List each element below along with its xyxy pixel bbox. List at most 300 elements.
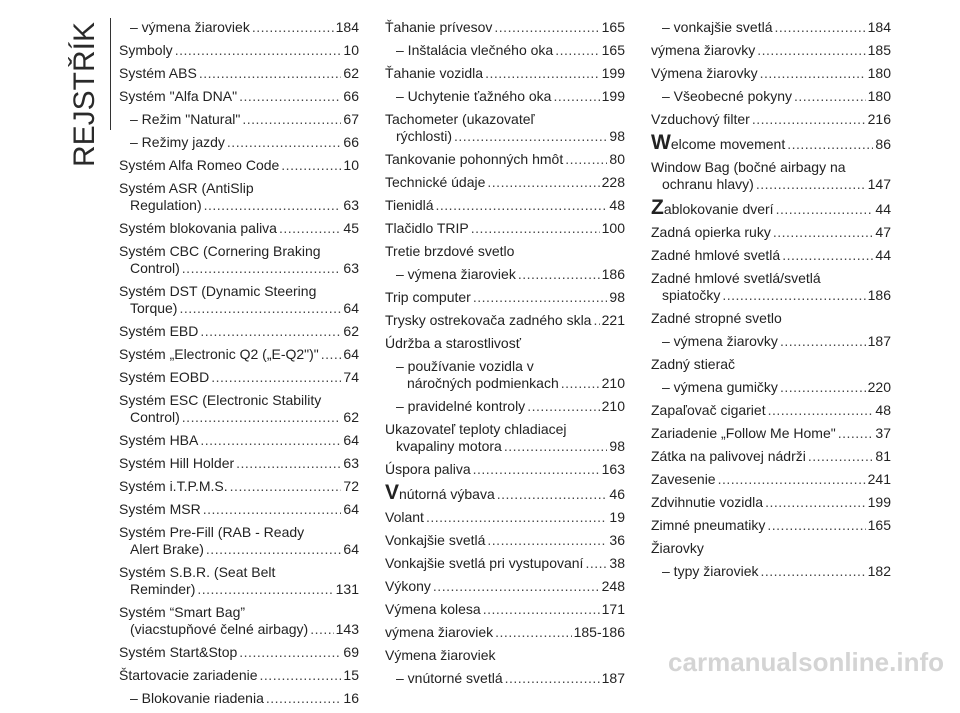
index-entry-title: Systém DST (Dynamic Steering	[119, 283, 317, 299]
index-entry-line	[385, 65, 625, 82]
index-entry-line	[119, 283, 359, 300]
index-entry	[385, 670, 625, 687]
index-entry-line	[385, 509, 625, 526]
index-entry-line	[119, 478, 359, 495]
dot-leader	[242, 111, 341, 128]
page-number: 165	[601, 42, 625, 58]
index-entry-line	[385, 647, 625, 664]
dot-leader	[239, 644, 341, 661]
dot-leader	[239, 88, 341, 105]
index-entry	[385, 578, 625, 595]
index-entry-line	[119, 432, 359, 449]
page-number: 64	[343, 501, 359, 517]
index-entry-line	[396, 42, 625, 59]
dot-leader	[773, 224, 874, 241]
index-entry-title	[651, 196, 774, 219]
index-entry	[385, 398, 625, 415]
dot-leader	[204, 197, 342, 214]
index-entry-line	[651, 425, 891, 442]
dot-leader	[487, 532, 607, 549]
index-entry-title: Štartovacie zariadenie	[119, 667, 258, 683]
page-number: 63	[343, 197, 359, 213]
index-entry-title: Zátka na palivovej nádrži	[651, 448, 806, 464]
index-entry	[385, 312, 625, 329]
index-entry-line	[662, 88, 891, 105]
index-entry	[119, 564, 359, 598]
dot-leader	[454, 128, 607, 145]
dot-leader	[281, 157, 341, 174]
index-entry	[651, 517, 891, 534]
index-entry	[119, 667, 359, 684]
index-entry-title: výmena žiarovky	[651, 42, 756, 58]
index-entry-line	[385, 421, 625, 438]
dot-leader	[175, 42, 342, 59]
index-entry-title: – vonkajšie svetlá	[662, 19, 773, 35]
index-entry-title: Údržba a starostlivosť	[385, 335, 521, 351]
index-entry-line	[385, 481, 625, 504]
index-entry	[651, 131, 891, 154]
dot-leader	[197, 581, 333, 598]
dot-leader	[211, 369, 341, 386]
index-entry-line	[119, 541, 359, 558]
index-entry-title-continued: Reminder)	[130, 581, 196, 597]
index-entry-title: Trip computer	[385, 289, 471, 305]
index-entry	[651, 88, 891, 105]
dot-leader	[760, 563, 865, 580]
index-entry-line	[651, 196, 891, 219]
index-entry	[651, 402, 891, 419]
index-entry	[651, 333, 891, 350]
index-entry-title: – Uchytenie ťažného oka	[396, 88, 552, 104]
page-number: 47	[875, 224, 891, 240]
dot-leader	[206, 541, 342, 558]
index-entry-line	[651, 159, 891, 176]
watermark: carmanualsonline.info	[668, 647, 944, 677]
page-number: 66	[343, 134, 359, 150]
dot-leader	[266, 690, 342, 707]
index-entry-title: Tachometer (ukazovateľ	[385, 111, 535, 127]
index-entry	[385, 601, 625, 618]
index-entry	[651, 448, 891, 465]
dot-leader	[565, 151, 607, 168]
index-entry-line	[385, 312, 625, 329]
index-entry-title: Systém blokovania paliva	[119, 220, 277, 236]
page-number: 241	[867, 471, 891, 487]
index-entry-title: – vnútorné svetlá	[396, 670, 503, 686]
index-entry-line	[119, 323, 359, 340]
page-number: 180	[867, 88, 891, 104]
page-number: 66	[343, 88, 359, 104]
index-entry-line	[385, 289, 625, 306]
index-entry	[119, 392, 359, 426]
page-number: 64	[343, 300, 359, 316]
page-number: 163	[601, 461, 625, 477]
page-number: 210	[601, 375, 625, 391]
page-number: 199	[601, 65, 625, 81]
page-number: 10	[343, 157, 359, 173]
index-entry-line	[385, 532, 625, 549]
index-entry-title: Zadné stropné svetlo	[651, 310, 782, 326]
index-entry-title: Ukazovateľ teploty chladiacej	[385, 421, 567, 437]
dot-leader	[497, 486, 608, 503]
index-entry-line	[385, 243, 625, 260]
index-entry-line	[385, 151, 625, 168]
page-number: 143	[335, 621, 359, 637]
page-number: 187	[867, 333, 891, 349]
page-number: 69	[343, 644, 359, 660]
dot-leader	[236, 455, 341, 472]
index-entry-title: Systém „Electronic Q2 („E-Q2")"	[119, 346, 319, 362]
page-number: 184	[335, 19, 359, 35]
index-entry-title-continued: Control)	[130, 260, 180, 276]
index-entry-title: Zadné hmlové svetlá	[651, 247, 781, 263]
page-number: 98	[609, 438, 625, 454]
index-entry-line	[651, 270, 891, 287]
index-entry	[385, 647, 625, 664]
index-entry-title: Systém ASR (AntiSlip	[119, 180, 254, 196]
section-initial-letter: Z	[651, 196, 664, 219]
index-entry	[651, 159, 891, 193]
dot-leader	[722, 287, 865, 304]
index-entry-title-continued: Regulation)	[130, 197, 202, 213]
page-number: 48	[609, 197, 625, 213]
page-number: 16	[343, 690, 359, 706]
dot-leader	[471, 220, 600, 237]
index-entry-title: výmena žiaroviek	[385, 624, 494, 640]
index-entry	[651, 19, 891, 36]
index-entry	[385, 65, 625, 82]
dot-leader	[553, 88, 599, 105]
page-number: 186	[867, 287, 891, 303]
index-entry-title: Trysky ostrekovača zadného skla	[385, 312, 592, 328]
index-entry-title: Systém ABS	[119, 65, 197, 81]
index-entry-line	[662, 379, 891, 396]
index-entry	[119, 524, 359, 558]
index-entry-line	[651, 224, 891, 241]
page-number: 10	[343, 42, 359, 58]
index-entry-title: – výmena žiaroviek	[396, 266, 516, 282]
index-entry	[385, 358, 625, 392]
index-entry-title-continued: (viacstupňové čelné airbagy)	[130, 621, 309, 637]
index-entry-line	[119, 369, 359, 386]
dot-leader	[527, 398, 599, 415]
index-entry-title: Technické údaje	[385, 174, 486, 190]
index-entry-line	[119, 220, 359, 237]
dot-leader	[494, 19, 599, 36]
index-entry-title-continued: ochranu hlavy)	[662, 176, 754, 192]
dot-leader	[780, 333, 866, 350]
dot-leader	[765, 494, 866, 511]
index-entry-line	[119, 197, 359, 214]
dot-leader	[757, 42, 865, 59]
index-entry-title-continued: náročných podmienkach	[407, 375, 559, 391]
index-entry	[385, 151, 625, 168]
page-number: 186	[601, 266, 625, 282]
index-entry-title: – používanie vozidla v	[396, 358, 534, 374]
index-entry	[119, 455, 359, 472]
index-entry	[651, 247, 891, 264]
dot-leader	[794, 88, 866, 105]
index-entry	[651, 563, 891, 580]
index-entry	[385, 509, 625, 526]
dot-leader	[561, 375, 600, 392]
index-entry	[651, 310, 891, 327]
index-entry-line	[662, 19, 891, 36]
index-entry-line	[119, 243, 359, 260]
index-entry-title: Vonkajšie svetlá pri vystupovaní	[385, 555, 584, 571]
index-entry-line	[396, 375, 625, 392]
index-entry	[385, 335, 625, 352]
index-entry-line	[119, 581, 359, 598]
index-entry-title: Výmena žiaroviek	[385, 647, 496, 663]
index-entry-line	[651, 247, 891, 264]
index-entry	[385, 19, 625, 36]
page-number: 64	[343, 541, 359, 557]
index-entry	[385, 624, 625, 641]
page-number: 62	[343, 323, 359, 339]
index-entry-title: – Všeobecné pokyny	[662, 88, 792, 104]
index-entry-line	[651, 287, 891, 304]
index-entry-title: – pravidelné kontroly	[396, 398, 526, 414]
index-entry-line	[385, 111, 625, 128]
index-entry-line	[651, 517, 891, 534]
index-entry-line	[119, 455, 359, 472]
index-entry-line	[396, 88, 625, 105]
index-entry	[385, 532, 625, 549]
index-entry-title: Zadné hmlové svetlá/svetlá	[651, 270, 821, 286]
index-column-2	[385, 19, 625, 693]
index-entry-line	[119, 392, 359, 409]
index-entry-title: Zimné pneumatiky	[651, 517, 766, 533]
index-entry-title	[651, 131, 786, 154]
page-number: 185-186	[573, 624, 625, 640]
index-entry-title: Systém “Smart Bag”	[119, 604, 246, 620]
page-number: 44	[875, 247, 891, 263]
index-entry-title: Tlačidlo TRIP	[385, 220, 469, 236]
dot-leader	[760, 65, 866, 82]
dot-leader	[782, 247, 873, 264]
dot-leader	[199, 65, 342, 82]
dot-leader	[775, 19, 866, 36]
page-number: 80	[609, 151, 625, 167]
index-entry	[119, 134, 359, 151]
index-entry	[385, 266, 625, 283]
index-entry	[385, 461, 625, 478]
index-entry-title: Výmena kolesa	[385, 601, 481, 617]
index-entry-title: Volant	[385, 509, 424, 525]
page-number: 165	[601, 19, 625, 35]
index-entry-title: Žiarovky	[651, 540, 704, 556]
index-entry-line	[651, 131, 891, 154]
page-number: 45	[343, 220, 359, 236]
index-entry	[385, 174, 625, 191]
index-entry-line	[651, 494, 891, 511]
index-entry-title: Systém HBA	[119, 432, 199, 448]
index-entry-title: Zavesenie	[651, 471, 716, 487]
index-entry	[119, 346, 359, 363]
index-entry	[385, 220, 625, 237]
index-entry-line	[651, 402, 891, 419]
index-entry-line	[396, 670, 625, 687]
dot-leader	[483, 601, 600, 618]
page-number: 67	[343, 111, 359, 127]
index-entry	[119, 88, 359, 105]
index-entry-line	[119, 667, 359, 684]
index-entry-title: – výmena žiarovky	[662, 333, 778, 349]
index-entry	[385, 289, 625, 306]
page-number: 147	[867, 176, 891, 192]
index-entry	[651, 356, 891, 373]
index-entry-line	[651, 65, 891, 82]
index-entry-title-continued: Torque)	[130, 300, 178, 316]
index-entry-line	[651, 471, 891, 488]
page-number: 15	[343, 667, 359, 683]
dot-leader	[433, 578, 600, 595]
dot-leader	[518, 266, 600, 283]
index-entry-line	[119, 180, 359, 197]
page-number: 62	[343, 65, 359, 81]
page-number: 199	[867, 494, 891, 510]
index-entry	[119, 432, 359, 449]
page-number: 187	[601, 670, 625, 686]
page-number: 98	[609, 128, 625, 144]
index-entry-line	[119, 88, 359, 105]
page-number: 19	[609, 509, 625, 525]
dot-leader	[780, 379, 866, 396]
page-number: 36	[609, 532, 625, 548]
index-column-1	[119, 19, 359, 713]
index-entry-line	[385, 220, 625, 237]
dot-leader	[838, 425, 874, 442]
index-entry-line	[385, 438, 625, 455]
index-entry-title: Symboly	[119, 42, 173, 58]
index-entry-title-text: nútorná výbava	[399, 486, 495, 502]
page-number: 63	[343, 260, 359, 276]
page-number: 220	[867, 379, 891, 395]
index-entry-line	[385, 555, 625, 572]
index-entry-line	[662, 333, 891, 350]
dot-leader	[787, 136, 873, 153]
index-entry	[119, 111, 359, 128]
index-entry-title: Tienidlá	[385, 197, 434, 213]
index-entry-title: Systém S.B.R. (Seat Belt	[119, 564, 276, 580]
index-entry-line	[396, 398, 625, 415]
page-number: 74	[343, 369, 359, 385]
index-entry-title: Tretie brzdové svetlo	[385, 243, 515, 259]
index-entry	[119, 323, 359, 340]
dot-leader	[718, 471, 866, 488]
index-entry-title: Systém ESC (Electronic Stability	[119, 392, 322, 408]
index-entry-title: Zadný stierač	[651, 356, 736, 372]
index-entry-line	[385, 128, 625, 145]
index-entry-line	[651, 448, 891, 465]
page-number: 72	[343, 478, 359, 494]
index-entry-line	[119, 409, 359, 426]
dot-leader	[227, 134, 342, 151]
index-entry-title: Zapaľovač cigariet	[651, 402, 766, 418]
dot-leader	[767, 517, 865, 534]
dot-leader	[756, 176, 866, 193]
page-number: 64	[343, 432, 359, 448]
page-number: 216	[867, 111, 891, 127]
page-number: 100	[601, 220, 625, 236]
dot-leader	[485, 65, 600, 82]
index-entry	[651, 42, 891, 59]
index-entry	[119, 501, 359, 518]
index-entry-title: Zdvihnutie vozidla	[651, 494, 764, 510]
index-entry-title: Systém EBD	[119, 323, 199, 339]
index-entry-line	[396, 266, 625, 283]
index-entry-line	[396, 358, 625, 375]
page-number: 64	[343, 346, 359, 362]
index-entry	[651, 196, 891, 219]
index-entry-title: Výmena žiarovky	[651, 65, 758, 81]
index-entry-title-continued: spiatočky	[662, 287, 721, 303]
index-entry	[119, 220, 359, 237]
index-entry-title: – Režim "Natural"	[130, 111, 241, 127]
index-entry	[119, 65, 359, 82]
index-entry-title: Window Bag (bočné airbagy na	[651, 159, 846, 175]
index-entry	[385, 42, 625, 59]
index-entry-title: Vonkajšie svetlá	[385, 532, 486, 548]
page-number: 48	[875, 402, 891, 418]
index-entry-line	[385, 601, 625, 618]
dot-leader	[310, 621, 333, 638]
index-entry-line	[651, 356, 891, 373]
index-entry-title: – Blokovanie riadenia	[130, 690, 264, 706]
index-entry-line	[651, 176, 891, 193]
index-entry-title: Výkony	[385, 578, 431, 594]
index-entry-title: Systém Hill Holder	[119, 455, 235, 471]
index-entry-line	[119, 501, 359, 518]
index-entry-line	[385, 174, 625, 191]
page-number: 248	[601, 578, 625, 594]
index-entry-line	[651, 540, 891, 557]
index-entry-line	[119, 604, 359, 621]
index-entry-title: Systém Pre-Fill (RAB - Ready	[119, 524, 305, 540]
dot-leader	[182, 260, 342, 277]
dot-leader	[585, 555, 607, 572]
section-initial-letter: W	[651, 131, 671, 154]
index-entry	[651, 224, 891, 241]
dot-leader	[593, 312, 599, 329]
dot-leader	[776, 201, 874, 218]
index-entry-title: Zadná opierka ruky	[651, 224, 771, 240]
dot-leader	[203, 501, 342, 518]
dot-leader	[436, 197, 608, 214]
page-number: 46	[609, 486, 625, 502]
index-entry-line	[119, 65, 359, 82]
index-entry	[651, 540, 891, 557]
dot-leader	[321, 346, 342, 363]
index-entry-line	[119, 300, 359, 317]
index-entry-line	[130, 690, 359, 707]
index-entry-title: Úspora paliva	[385, 461, 471, 477]
index-entry-title: Zariadenie „Follow Me Home"	[651, 425, 836, 441]
index-entry	[651, 379, 891, 396]
dot-leader	[200, 432, 341, 449]
dot-leader	[279, 220, 341, 237]
index-entry	[119, 478, 359, 495]
index-entry	[651, 65, 891, 82]
page-number: 221	[601, 312, 625, 328]
page-number: 44	[875, 201, 891, 217]
section-label: REJSTŘÍK	[68, 22, 101, 168]
index-entry-title-continued: rýchlosti)	[396, 128, 453, 144]
dot-leader	[495, 624, 571, 641]
index-entry	[385, 111, 625, 145]
index-entry-title: – výmena žiaroviek	[130, 19, 250, 35]
